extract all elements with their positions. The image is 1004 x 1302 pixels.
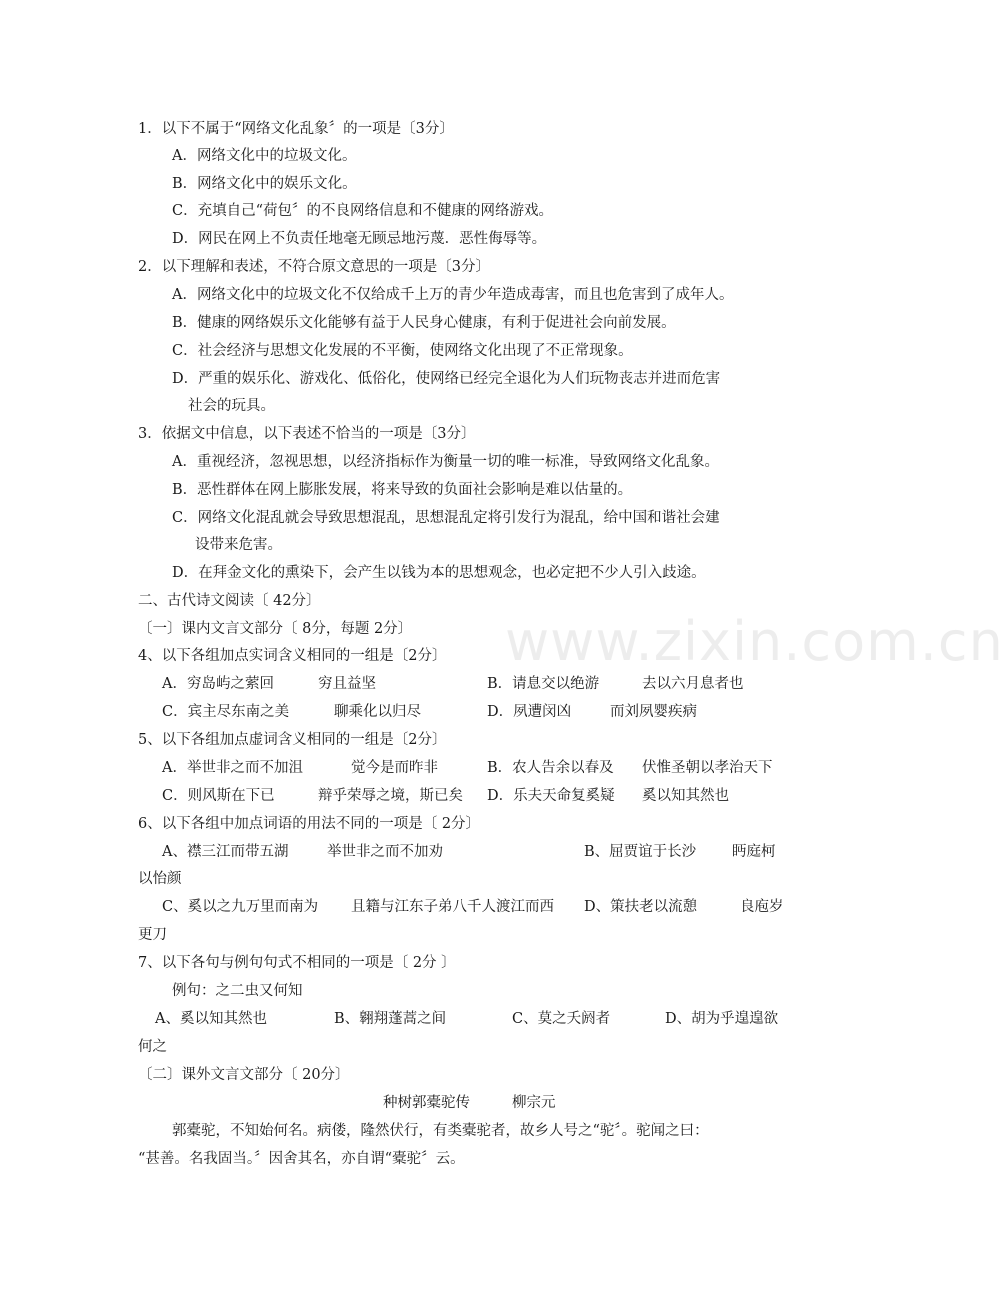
q6-option-b2: 眄庭柯	[732, 844, 776, 860]
q2-option-d-cont: 社会的玩具。	[188, 398, 275, 414]
q7-stem: 7、以下各句与例句句式不相同的一项是〔 2分 〕	[138, 955, 456, 971]
essay-paragraph-1: 郭橐驼，不知始何名。病偻，隆然伏行，有类橐驼者，故乡人号之“驼〞。驼闻之曰：	[172, 1123, 709, 1139]
q3-option-a: A．重视经济，忽视思想，以经济指标作为衡量一切的唯一标准，导致网络文化乱象。	[172, 454, 719, 470]
q5-option-d2: 奚以知其然也	[642, 788, 729, 804]
q5-option-a1: A．举世非之而不加沮	[162, 760, 303, 776]
q6-option-a2: 举世非之而不加劝	[327, 844, 443, 860]
essay-title: 种树郭橐驼传	[383, 1095, 470, 1111]
q4-option-a1: A．穷岛屿之萦回	[162, 676, 274, 692]
q4-option-d2: 而刘夙婴疾病	[610, 704, 697, 720]
q6-option-d1: D、策扶老以流憩	[584, 899, 698, 915]
q3-option-d: D．在拜金文化的熏染下，会产生以钱为本的思想观念，也必定把不少人引入歧途。	[172, 565, 706, 581]
q6-option-c2: 且籍与江东子弟八千人渡江而西	[351, 899, 554, 915]
q6-option-d2: 良庖岁	[740, 899, 784, 915]
q5-option-b2: 伏惟圣朝以孝治天下	[642, 760, 773, 776]
essay-paragraph-1-cont: “甚善。名我固当。〞因舍其名，亦自谓“橐驼〞云。	[138, 1151, 465, 1167]
q2-option-c: C．社会经济与思想文化发展的不平衡，使网络文化出现了不正常现象。	[172, 343, 633, 359]
q1-option-d: D．网民在网上不负责任地毫无顾忌地污蔑．恶性侮辱等。	[172, 231, 547, 247]
q6-option-c1: C、奚以之九万里而南为	[162, 899, 319, 915]
q6-stem: 6、以下各组中加点词语的用法不同的一项是〔 2分〕	[138, 816, 481, 832]
q4-option-b2: 去以六月息者也	[642, 676, 744, 692]
q4-option-b1: B．请息交以绝游	[487, 676, 600, 692]
part2-title: 〔二〕课外文言文部分〔 20分〕	[138, 1067, 350, 1083]
q7-option-d: D、胡为乎遑遑欲	[665, 1011, 779, 1027]
q1-option-c: C．充填自己“荷包〞的不良网络信息和不健康的网络游戏。	[172, 203, 554, 219]
q1-option-a: A．网络文化中的垃圾文化。	[172, 148, 357, 164]
q1-stem: 1．以下不属于“网络文化乱象〞的一项是〔3分〕	[138, 121, 454, 137]
q3-option-c-cont: 设带来危害。	[195, 537, 282, 553]
q6-option-a1: A、襟三江而带五湖	[162, 844, 289, 860]
q2-stem: 2．以下理解和表述，不符合原文意思的一项是〔3分〕	[138, 259, 490, 275]
q7-option-c: C、莫之夭阏者	[512, 1011, 611, 1027]
q7-option-a: A、奚以知其然也	[155, 1011, 267, 1027]
q4-option-c2: 聊乘化以归尽	[334, 704, 421, 720]
q5-stem: 5、以下各组加点虚词含义相同的一组是〔2分〕	[138, 732, 447, 748]
q4-stem: 4、以下各组加点实词含义相同的一组是〔2分〕	[138, 648, 447, 664]
q5-option-c2: 辩乎荣辱之境，斯已矣	[318, 788, 463, 804]
q5-option-a2: 觉今是而昨非	[351, 760, 438, 776]
q7-example: 例句：之二虫又何知	[172, 983, 303, 999]
q7-option-d-cont: 何之	[138, 1039, 167, 1055]
q4-option-c1: C．宾主尽东南之美	[162, 704, 290, 720]
watermark: www.zixin.com.cn	[505, 610, 1004, 673]
q2-option-a: A．网络文化中的垃圾文化不仅给成千上万的青少年造成毒害，而且也危害到了成年人。	[172, 287, 734, 303]
q7-option-b: B、翱翔蓬蒿之间	[334, 1011, 447, 1027]
q2-option-d: D．严重的娱乐化、游戏化、低俗化，使网络已经完全退化为人们玩物丧志并进而危害	[172, 371, 721, 387]
q4-option-d1: D．夙遭闵凶	[487, 704, 572, 720]
essay-author: 柳宗元	[512, 1095, 556, 1111]
q3-option-c: C．网络文化混乱就会导致思想混乱，思想混乱定将引发行为混乱，给中国和谐社会建	[172, 510, 720, 526]
q6-option-b-cont: 以怡颜	[138, 871, 182, 887]
q5-option-c1: C．则风斯在下已	[162, 788, 275, 804]
section2-part1-title: 〔一〕课内文言文部分〔 8分，每题 2分〕	[138, 621, 413, 637]
section2-title: 二、古代诗文阅读〔 42分〕	[138, 593, 321, 609]
q5-option-b1: B．农人告余以春及	[487, 760, 614, 776]
q2-option-b: B．健康的网络娱乐文化能够有益于人民身心健康，有利于促进社会向前发展。	[172, 315, 676, 331]
q3-option-b: B．恶性群体在网上膨胀发展，将来导致的负面社会影响是难以估量的。	[172, 482, 633, 498]
q6-option-d-cont: 更刀	[138, 927, 167, 943]
q6-option-b1: B、屈贾谊于长沙	[584, 844, 697, 860]
q4-option-a2: 穷且益坚	[318, 676, 376, 692]
q5-option-d1: D．乐夫天命复奚疑	[487, 788, 615, 804]
q3-stem: 3．依据文中信息，以下表述不恰当的一项是〔3分〕	[138, 426, 476, 442]
q1-option-b: B．网络文化中的娱乐文化。	[172, 176, 357, 192]
